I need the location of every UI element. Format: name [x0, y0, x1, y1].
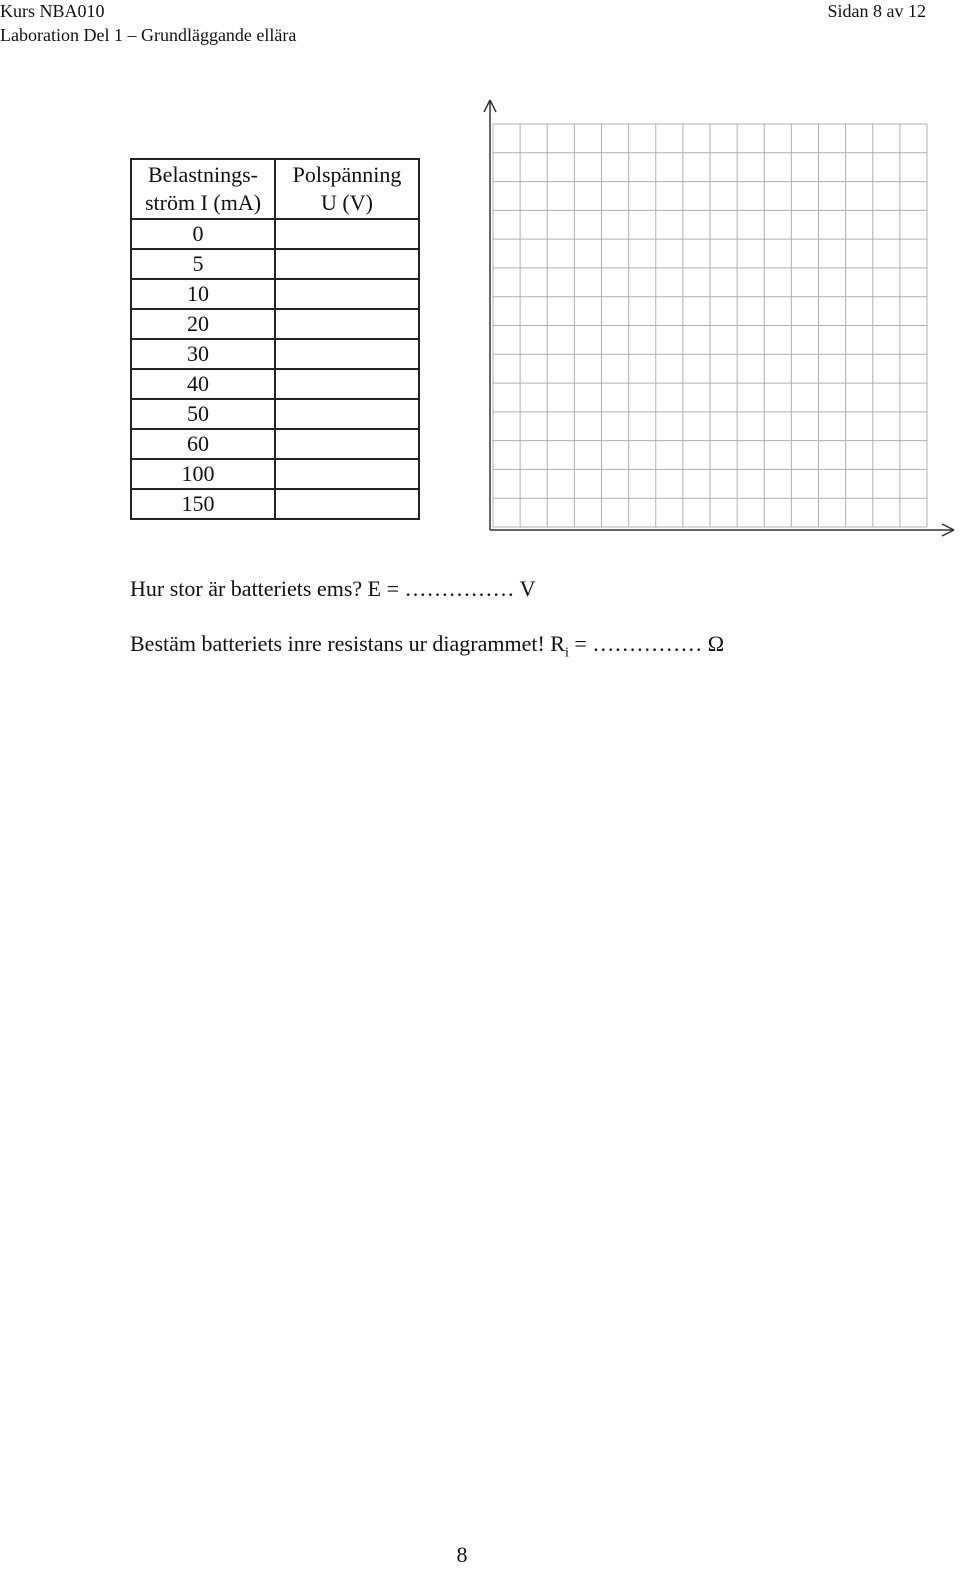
graph-paper [478, 94, 960, 540]
table-row [131, 399, 419, 429]
current-value: 50 [131, 399, 275, 429]
voltage-cell[interactable] [275, 309, 419, 339]
voltage-column-header [275, 159, 419, 219]
voltage-cell[interactable] [275, 489, 419, 519]
table-row [131, 429, 419, 459]
current-header-line1: Belastnings- [148, 162, 258, 187]
resistance-subscript: i [564, 645, 569, 661]
resistance-equals: = [568, 631, 593, 656]
current-column-header [131, 159, 275, 219]
current-value: 100 [131, 459, 275, 489]
course-code: Kurs NBA010 [0, 1, 105, 21]
y-axis-arrow [484, 100, 490, 112]
lab-subtitle: Laboration Del 1 – Grundläggande ellära [0, 25, 297, 45]
voltage-cell[interactable] [275, 279, 419, 309]
emf-answer-blank: …………… [404, 576, 515, 601]
resistance-question-text: Bestäm batteriets inre resistans ur diagrammet! R [130, 631, 565, 656]
resistance-question [130, 630, 724, 667]
table-row [131, 279, 419, 309]
table-row [131, 309, 419, 339]
current-value: 20 [131, 309, 275, 339]
voltage-cell[interactable] [275, 459, 419, 489]
table-row [131, 339, 419, 369]
current-value: 0 [131, 219, 275, 249]
voltage-header-line2: U (V) [321, 190, 373, 215]
current-value: 10 [131, 279, 275, 309]
table-row [131, 489, 419, 519]
voltage-cell[interactable] [275, 339, 419, 369]
resistance-answer-blank: …………… [592, 631, 703, 656]
current-value: 150 [131, 489, 275, 519]
voltage-cell[interactable] [275, 249, 419, 279]
current-value: 60 [131, 429, 275, 459]
measurement-table [130, 158, 420, 520]
voltage-header-line1: Polspänning [292, 162, 402, 187]
measurement-rows [131, 219, 419, 519]
voltage-cell[interactable] [275, 399, 419, 429]
current-value: 40 [131, 369, 275, 399]
current-value: 30 [131, 339, 275, 369]
page-number: 8 [456, 1542, 468, 1567]
table-row [131, 219, 419, 249]
resistance-unit: Ω [702, 631, 725, 656]
current-header-line2: ström I (mA) [144, 190, 262, 215]
x-axis-arrow [942, 530, 954, 536]
current-value: 5 [131, 249, 275, 279]
table-row [131, 249, 419, 279]
voltage-cell[interactable] [275, 219, 419, 249]
emf-question-text: Hur stor är batteriets ems? E = [130, 576, 405, 601]
voltage-cell[interactable] [275, 429, 419, 459]
voltage-cell[interactable] [275, 369, 419, 399]
table-row [131, 369, 419, 399]
table-row [131, 459, 419, 489]
x-axis-arrow [942, 524, 954, 530]
emf-question [130, 575, 535, 603]
emf-unit: V [514, 576, 536, 601]
page-indicator: Sidan 8 av 12 [827, 1, 926, 21]
y-axis-arrow [490, 100, 496, 112]
